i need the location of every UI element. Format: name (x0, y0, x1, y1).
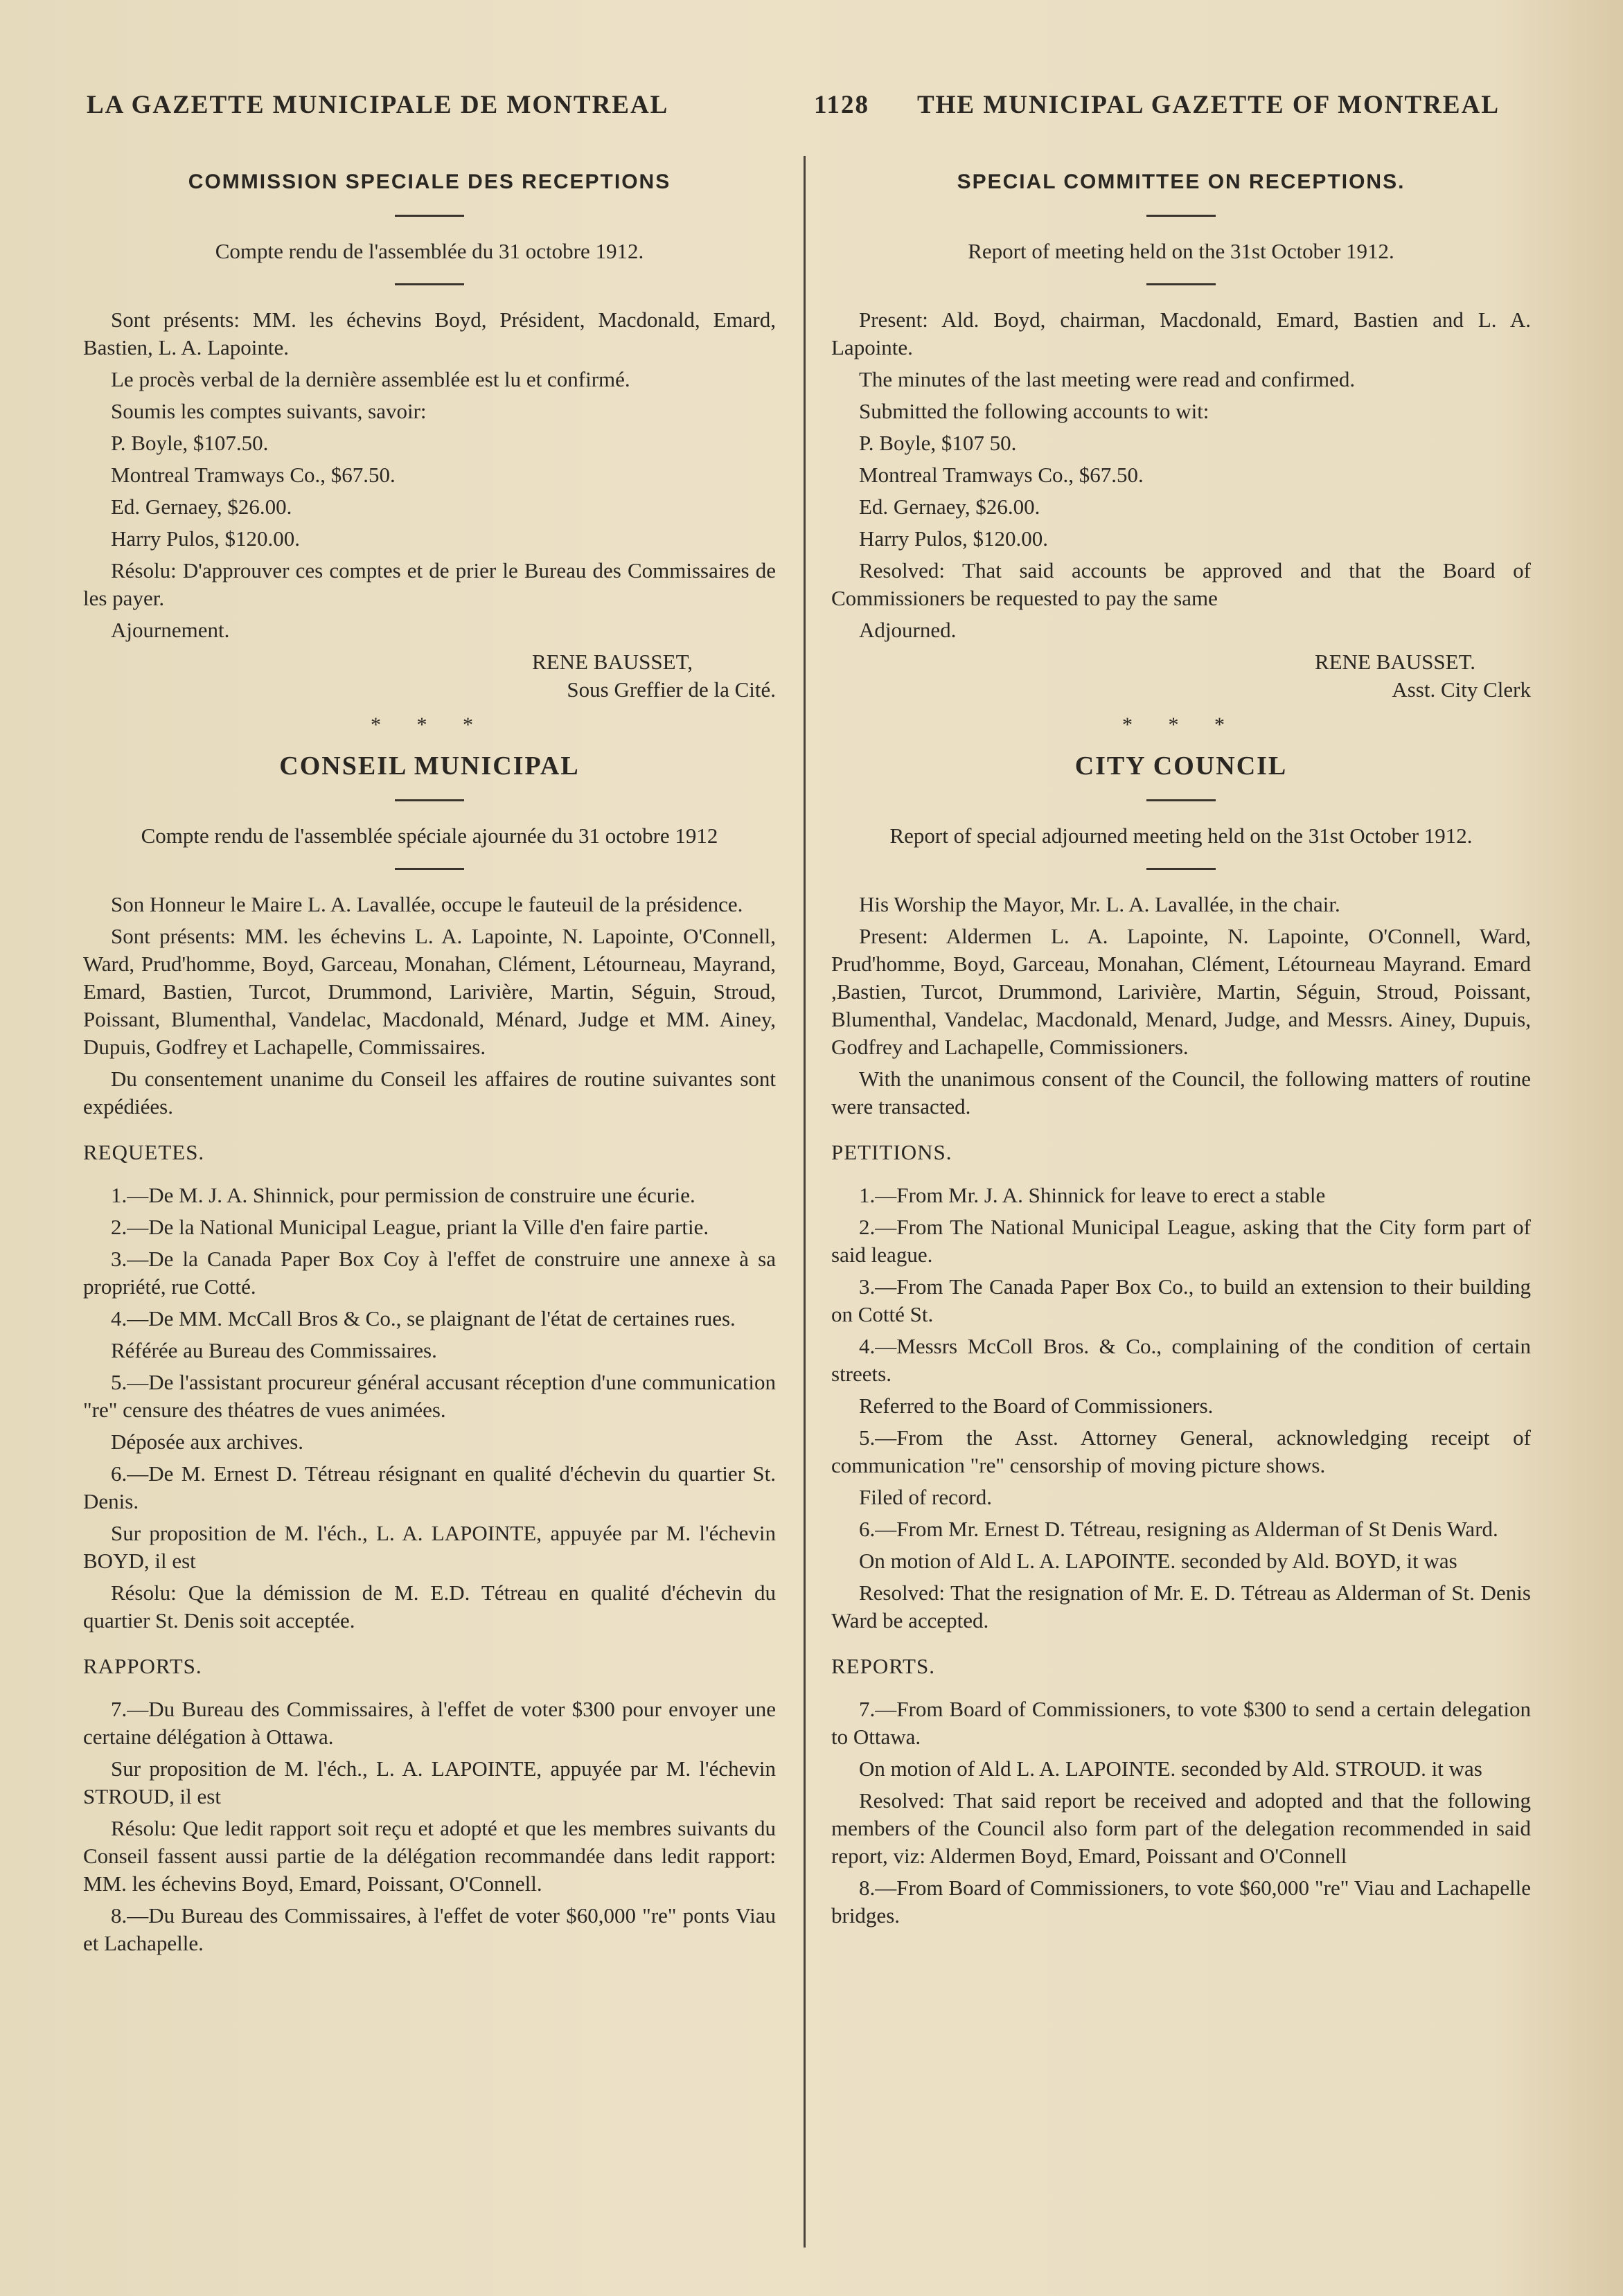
accounts-intro: Soumis les comptes suivants, savoir: (111, 399, 427, 423)
accounts-intro: Submitted the following accounts to wit: (859, 399, 1209, 423)
signature-name: RENE BAUSSET, (532, 650, 693, 674)
petition-item: 2.—De la National Municipal League, priant la Ville d'en faire partie. (111, 1215, 709, 1239)
consent-paragraph: Du consentement unanime du Conseil les affaires de routine suivantes sont expédiées. (83, 1067, 776, 1119)
petition-item: 3.—From The Canada Paper Box Co., to build an extension to their building on Cotté St. (831, 1274, 1531, 1326)
petition-item: 4.—Messrs McColl Bros. & Co., complaining of the condition of certain streets. (831, 1334, 1531, 1386)
meeting-report-line: Compte rendu de l'assemblée du 31 octobre 1912. (215, 239, 644, 263)
motion-line: Sur proposition de M. l'éch., L. A. LAPOINTE, appuyée par M. l'échevin BOYD, il est (83, 1521, 776, 1573)
divider (395, 215, 464, 217)
consent-paragraph: With the unanimous consent of the Council, the following matters of routine were transacted. (831, 1067, 1531, 1119)
resolution-paragraph: Résolu: D'approuver ces comptes et de prier le Bureau des Commissaires de les payer. (83, 558, 776, 610)
section-title: CONSEIL MUNICIPAL (279, 751, 580, 781)
attendance-paragraph: Present: Ald. Boyd, chairman, Macdonald, Emard, Bastien and L. A. Lapointe. (831, 308, 1531, 359)
divider (1146, 868, 1216, 870)
resolution-paragraph: Résolu: Que ledit rapport soit reçu et adopté et que les membres suivants du Conseil fassent aussi partie de la délégation recommandée dans ledit rapport: MM. les échevins Boyd, Emard, Poissant, O'Connell. (83, 1816, 776, 1896)
meeting-report-line: Report of special adjourned meeting held on the 31st October 1912. (889, 824, 1473, 848)
account-item: P. Boyle, $107.50. (111, 431, 269, 455)
signature-title: Asst. City Clerk (1392, 677, 1531, 702)
resolution-paragraph: Resolved: That said report be received and adopted and that the following members of the Council also form part of the delegation recommended in said report, viz: Aldermen Boyd, Emard, Poissant and O'Connell (831, 1788, 1531, 1868)
subheading-requetes: REQUETES. (83, 1140, 205, 1164)
motion-line: On motion of Ald L. A. LAPOINTE. seconded by Ald. BOYD, it was (859, 1549, 1457, 1573)
section-separator: * * * (371, 713, 488, 736)
filed-line: Filed of record. (859, 1485, 992, 1509)
subheading-rapports: RAPPORTS. (83, 1654, 202, 1678)
petition-item: 4.—De MM. McCall Bros & Co., se plaignant de l'état de certaines rues. (111, 1306, 736, 1331)
header-french-title: LA GAZETTE MUNICIPALE DE MONTREAL (87, 91, 669, 119)
divider (1146, 283, 1216, 285)
motion-line: On motion of Ald L. A. LAPOINTE. seconded by Ald. STROUD. it was (859, 1756, 1482, 1781)
signature-name: RENE BAUSSET. (1315, 650, 1475, 674)
referral-line: Référée au Bureau des Commissaires. (111, 1338, 437, 1362)
page-number: 1128 (814, 91, 869, 119)
mayor-paragraph: Son Honneur le Maire L. A. Lavallée, occupe le fauteuil de la présidence. (111, 892, 743, 916)
french-column (83, 159, 776, 1961)
attendance-paragraph: Sont présents: MM. les échevins Boyd, Président, Macdonald, Emard, Bastien, L. A. Lapointe. (83, 308, 776, 359)
column-divider (804, 156, 806, 2248)
attendance-paragraph: Sont présents: MM. les échevins L. A. Lapointe, N. Lapointe, O'Connell, Ward, Prud'homme, Boyd, Garceau, Monahan, Clément, Létourneau, Mayrand, Emard, Bastien, Turcot, Drummond, Larivière, Martin, Séguin, Stroud, Poissant, Blumenthal, Vandelac, Macdonald, Ménard, Judge et MM. Ainey, Dupuis, Godfrey et Lachapelle, Commissaires. (83, 924, 776, 1059)
petition-item: 6.—De M. Ernest D. Tétreau résignant en qualité d'échevin du quartier St. Denis. (83, 1461, 776, 1513)
petition-item: 5.—De l'assistant procureur général accusant réception d'une communication "re" censure des théatres de vues animées. (83, 1370, 776, 1422)
signature-title: Sous Greffier de la Cité. (567, 677, 776, 702)
report-item: 8.—From Board of Commissioners, to vote $60,000 "re" Viau and Lachapelle bridges. (831, 1876, 1531, 1928)
resolution-paragraph: Resolved: That said accounts be approved and that the Board of Commissioners be requested to pay the same (831, 558, 1531, 610)
subheading-reports: REPORTS. (831, 1654, 935, 1678)
divider (395, 868, 464, 870)
header-english-title: THE MUNICIPAL GAZETTE OF MONTREAL (916, 91, 1500, 119)
section-title: CITY COUNCIL (1074, 751, 1288, 781)
adjournment-line: Adjourned. (859, 618, 957, 642)
account-item: P. Boyle, $107 50. (859, 431, 1017, 455)
meeting-report-line: Report of meeting held on the 31st October 1912. (968, 239, 1394, 263)
mayor-paragraph: His Worship the Mayor, Mr. L. A. Lavallée, in the chair. (859, 892, 1340, 916)
account-item: Ed. Gernaey, $26.00. (859, 495, 1040, 519)
divider (1146, 799, 1216, 801)
account-item: Ed. Gernaey, $26.00. (111, 495, 292, 519)
running-header (87, 83, 1500, 125)
petition-item: 3.—De la Canada Paper Box Coy à l'effet de construire une annexe à sa propriété, rue Cotté. (83, 1247, 776, 1299)
account-item: Harry Pulos, $120.00. (111, 526, 300, 551)
report-item: 7.—Du Bureau des Commissaires, à l'effet de voter $300 pour envoyer une certaine délégation à Ottawa. (83, 1697, 776, 1749)
report-item: 7.—From Board of Commissioners, to vote $300 to send a certain delegation to Ottawa. (831, 1697, 1531, 1749)
divider (1146, 215, 1216, 217)
attendance-paragraph: Present: Aldermen L. A. Lapointe, N. Lapointe, O'Connell, Ward, Prud'homme, Boyd, Garceau, Monahan, Clément, Létourneau Mayrand. Emard ,Bastien, Turcot, Drummond, Larivière, Martin, Séguin, Stroud, Poissant, Blumenthal, Vandelac, Macdonald, Menard, Judge, and Messrs. Ainey, Dupuis, Godfrey and Lachapelle, Commissioners. (831, 924, 1531, 1059)
account-item: Montreal Tramways Co., $67.50. (111, 463, 396, 487)
section-separator: * * * (1122, 713, 1240, 736)
petition-item: 1.—De M. J. A. Shinnick, pour permission de construire une écurie. (111, 1183, 695, 1207)
english-column (831, 159, 1531, 1934)
subheading-petitions: PETITIONS. (831, 1140, 952, 1164)
report-item: 8.—Du Bureau des Commissaires, à l'effet de voter $60,000 "re" ponts Viau et Lachapelle. (83, 1903, 776, 1955)
section-title: COMMISSION SPECIALE DES RECEPTIONS (188, 170, 671, 193)
resolution-paragraph: Resolved: That the resignation of Mr. E. D. Tétreau as Alderman of St. Denis Ward be accepted. (831, 1581, 1531, 1632)
petition-item: 5.—From the Asst. Attorney General, acknowledging receipt of communication "re" censorship of moving picture shows. (831, 1425, 1531, 1477)
resolution-paragraph: Résolu: Que la démission de M. E.D. Tétreau en qualité d'échevin du quartier St. Denis soit acceptée. (83, 1581, 776, 1632)
account-item: Harry Pulos, $120.00. (859, 526, 1048, 551)
petition-item: 2.—From The National Municipal League, asking that the City form part of said league. (831, 1215, 1531, 1267)
referral-line: Referred to the Board of Commissioners. (859, 1394, 1214, 1418)
minutes-paragraph: The minutes of the last meeting were read and confirmed. (859, 367, 1356, 391)
divider (395, 799, 464, 801)
filed-line: Déposée aux archives. (111, 1430, 304, 1454)
adjournment-line: Ajournement. (111, 618, 230, 642)
petition-item: 1.—From Mr. J. A. Shinnick for leave to erect a stable (859, 1183, 1326, 1207)
minutes-paragraph: Le procès verbal de la dernière assemblée est lu et confirmé. (111, 367, 630, 391)
account-item: Montreal Tramways Co., $67.50. (859, 463, 1144, 487)
motion-line: Sur proposition de M. l'éch., L. A. LAPOINTE, appuyée par M. l'échevin STROUD, il est (83, 1756, 776, 1808)
divider (395, 283, 464, 285)
section-title: SPECIAL COMMITTEE ON RECEPTIONS. (957, 170, 1405, 193)
petition-item: 6.—From Mr. Ernest D. Tétreau, resigning as Alderman of St Denis Ward. (859, 1517, 1498, 1541)
meeting-report-line: Compte rendu de l'assemblée spéciale ajournée du 31 octobre 1912 (141, 824, 718, 848)
